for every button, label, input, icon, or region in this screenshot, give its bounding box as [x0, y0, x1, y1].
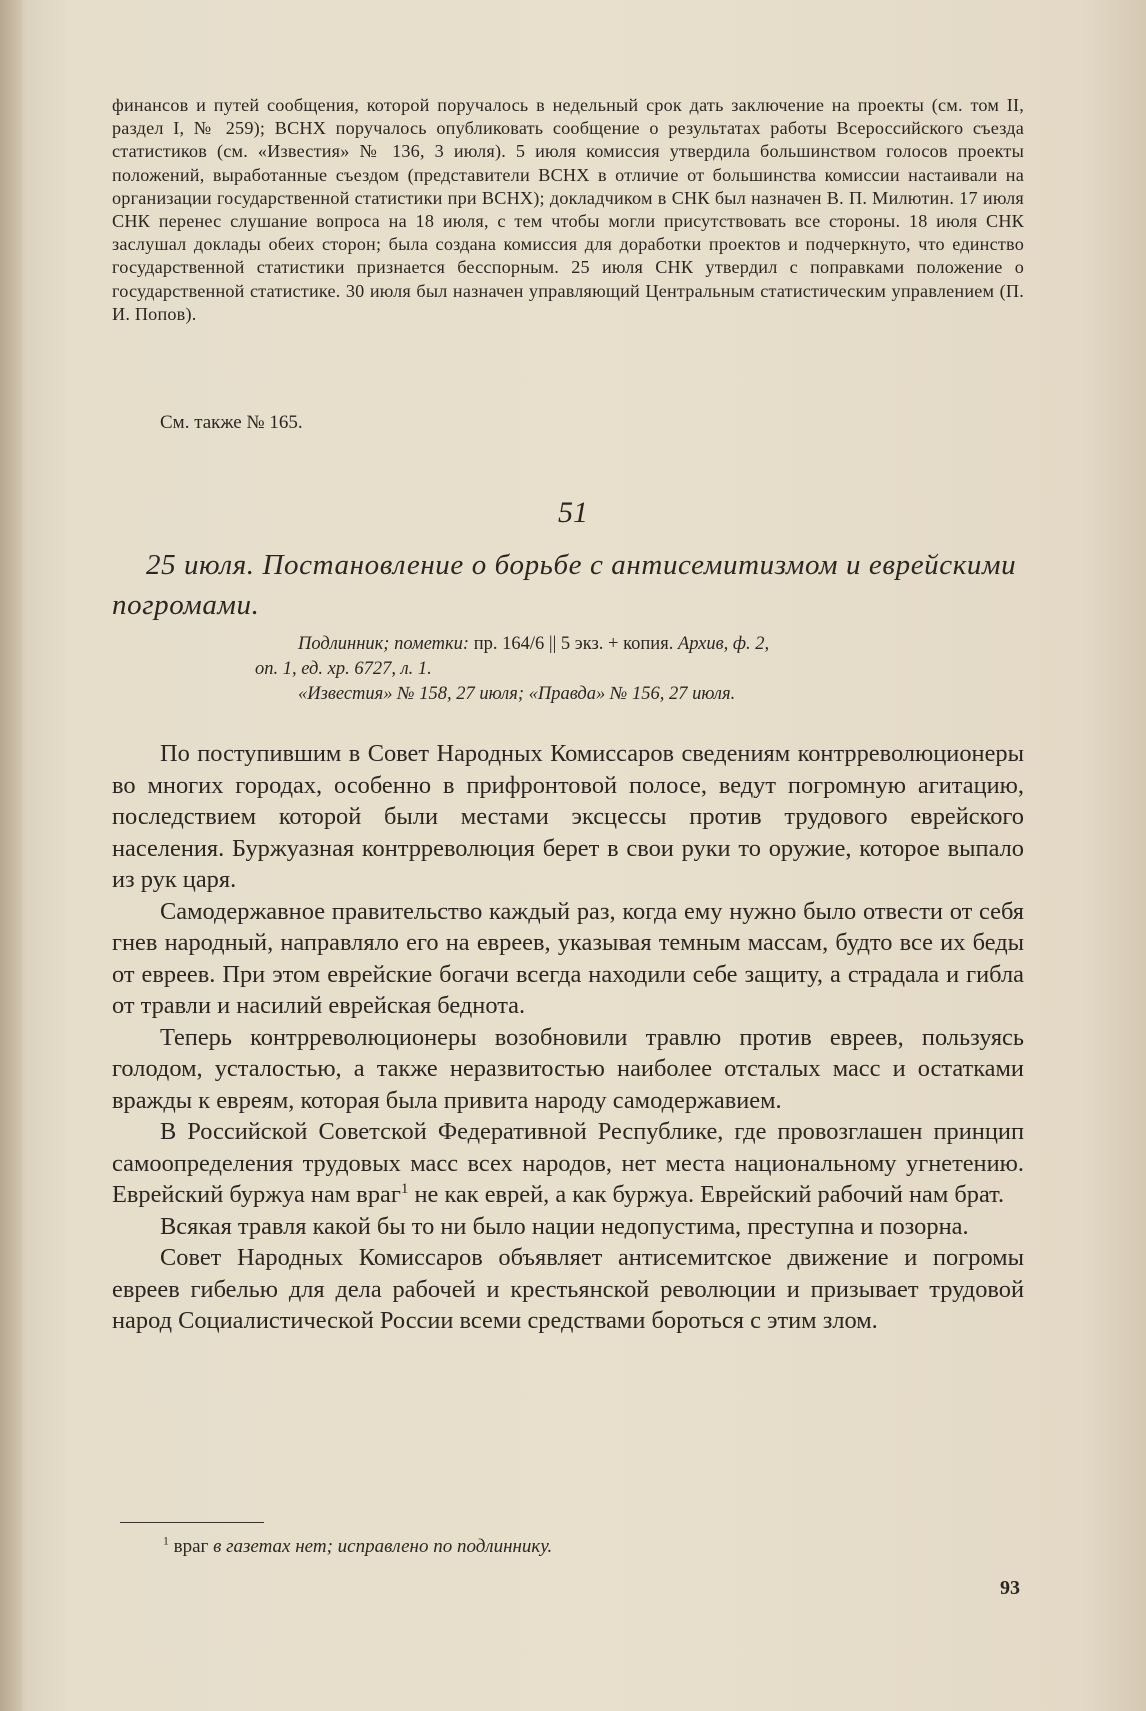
footnote-divider: [120, 1522, 264, 1523]
decree-paragraph-4-part-2: не как еврей, а как буржуа. Еврейский рабочий нам брат.: [408, 1181, 1005, 1208]
source-original-label: Подлинник; пометки:: [298, 634, 470, 654]
intro-paragraph: финансов и путей сообщения, которой поручалось в недельный срок дать заключение на проекты (см. том II, раздел I, № 259); ВСНХ поручалось опубликовать сообщение о результатах работы Всероссийского съезда статистиков (см. «Известия» № 136, 3 июля). 5 июля комиссия утвердила большинством голосов проекты положений, выработанные съездом (представители ВСНХ в отличие от большинства комиссии настаивали на организации государственной статистики при ВСНХ); докладчиком в СНК был назначен В. П. Милютин. 17 июля СНК перенес слушание вопроса на 18 июля, с тем чтобы могли присутствовать все стороны. 18 июля СНК заслушал доклады обеих сторон; была создана комиссия для доработки проектов и подчеркнуто, что единство государственной статистики признается бесспорным. 25 июля СНК утвердил с поправками положение о государственной статистике. 30 июля был назначен управляющий Центральным статистическим управлением (П. И. Попов).: [112, 95, 1024, 324]
decree-paragraph-4: [112, 1116, 1024, 1211]
source-publications: «Известия» № 158, 27 июля; «Правда» № 156, 27 июля.: [298, 684, 736, 704]
footnote-reference-mark: 1: [400, 1180, 409, 1197]
intro-commentary: [112, 94, 1024, 326]
footnote-mark: 1: [163, 1534, 169, 1548]
footnote-comment: в газетах нет; исправлено по подлиннику.: [213, 1536, 553, 1557]
document-number: 51: [558, 496, 588, 529]
footnote-word: враг: [173, 1536, 209, 1557]
decree-paragraph-6: Совет Народных Комиссаров объявляет антисемитское движение и погромы евреев гибелью для дела рабочей и крестьянской революции и призывает трудовой народ Социалистической России всеми средствами бороться с этим злом.: [112, 1244, 1024, 1334]
decree-paragraph-1: По поступившим в Совет Народных Комиссаров сведениям контрреволюционеры во многих городах, особенно в прифронтовой полосе, ведут погромную агитацию, последствием которой были местами эксцессы против трудового еврейского населения. Буржуазная контрреволюция берет в свои руки то оружие, которое выпало из рук царя.: [112, 740, 1024, 893]
source-note: [255, 632, 1025, 707]
document-title: 25 июля. Постановление о борьбе с антисемитизмом и еврейскими погромами.: [112, 549, 1017, 621]
decree-text: [112, 738, 1024, 1337]
source-archive-continued: оп. 1, ед. хр. 6727, л. 1.: [255, 659, 432, 679]
source-marks: пр. 164/6 || 5 экз. + копия.: [473, 634, 674, 654]
source-line-1: [255, 632, 1025, 657]
source-archive: Архив, ф. 2,: [677, 634, 770, 654]
decree-paragraph-5: Всякая травля какой бы то ни было нации недопустима, преступна и позорна.: [160, 1212, 969, 1240]
footnote: [163, 1536, 552, 1558]
page-number: 93: [1000, 1577, 1020, 1599]
decree-paragraph-3: Теперь контрреволюционеры возобновили травлю против евреев, пользуясь голодом, усталостью, а также неразвитостью наиболее отсталых масс и остатками вражды к евреям, которая была привита народу самодержавием.: [112, 1023, 1024, 1114]
decree-paragraph-4-part-1: В Российской Советской Федеративной Республике, где провозглашен принцип самоопределения трудовых масс всех народов, нет места национальному угнетению. Еврейский буржуа нам враг: [112, 1118, 1024, 1208]
see-also-reference: См. также № 165.: [160, 412, 303, 433]
decree-paragraph-2: Самодержавное правительство каждый раз, когда ему нужно было отвести от себя гнев народный, направляло его на евреев, указывая темным массам, будто все их беды от евреев. При этом еврейские богачи всегда находили себе защиту, а страдала и гибла от травли и насилий еврейская беднота.: [112, 897, 1024, 1019]
